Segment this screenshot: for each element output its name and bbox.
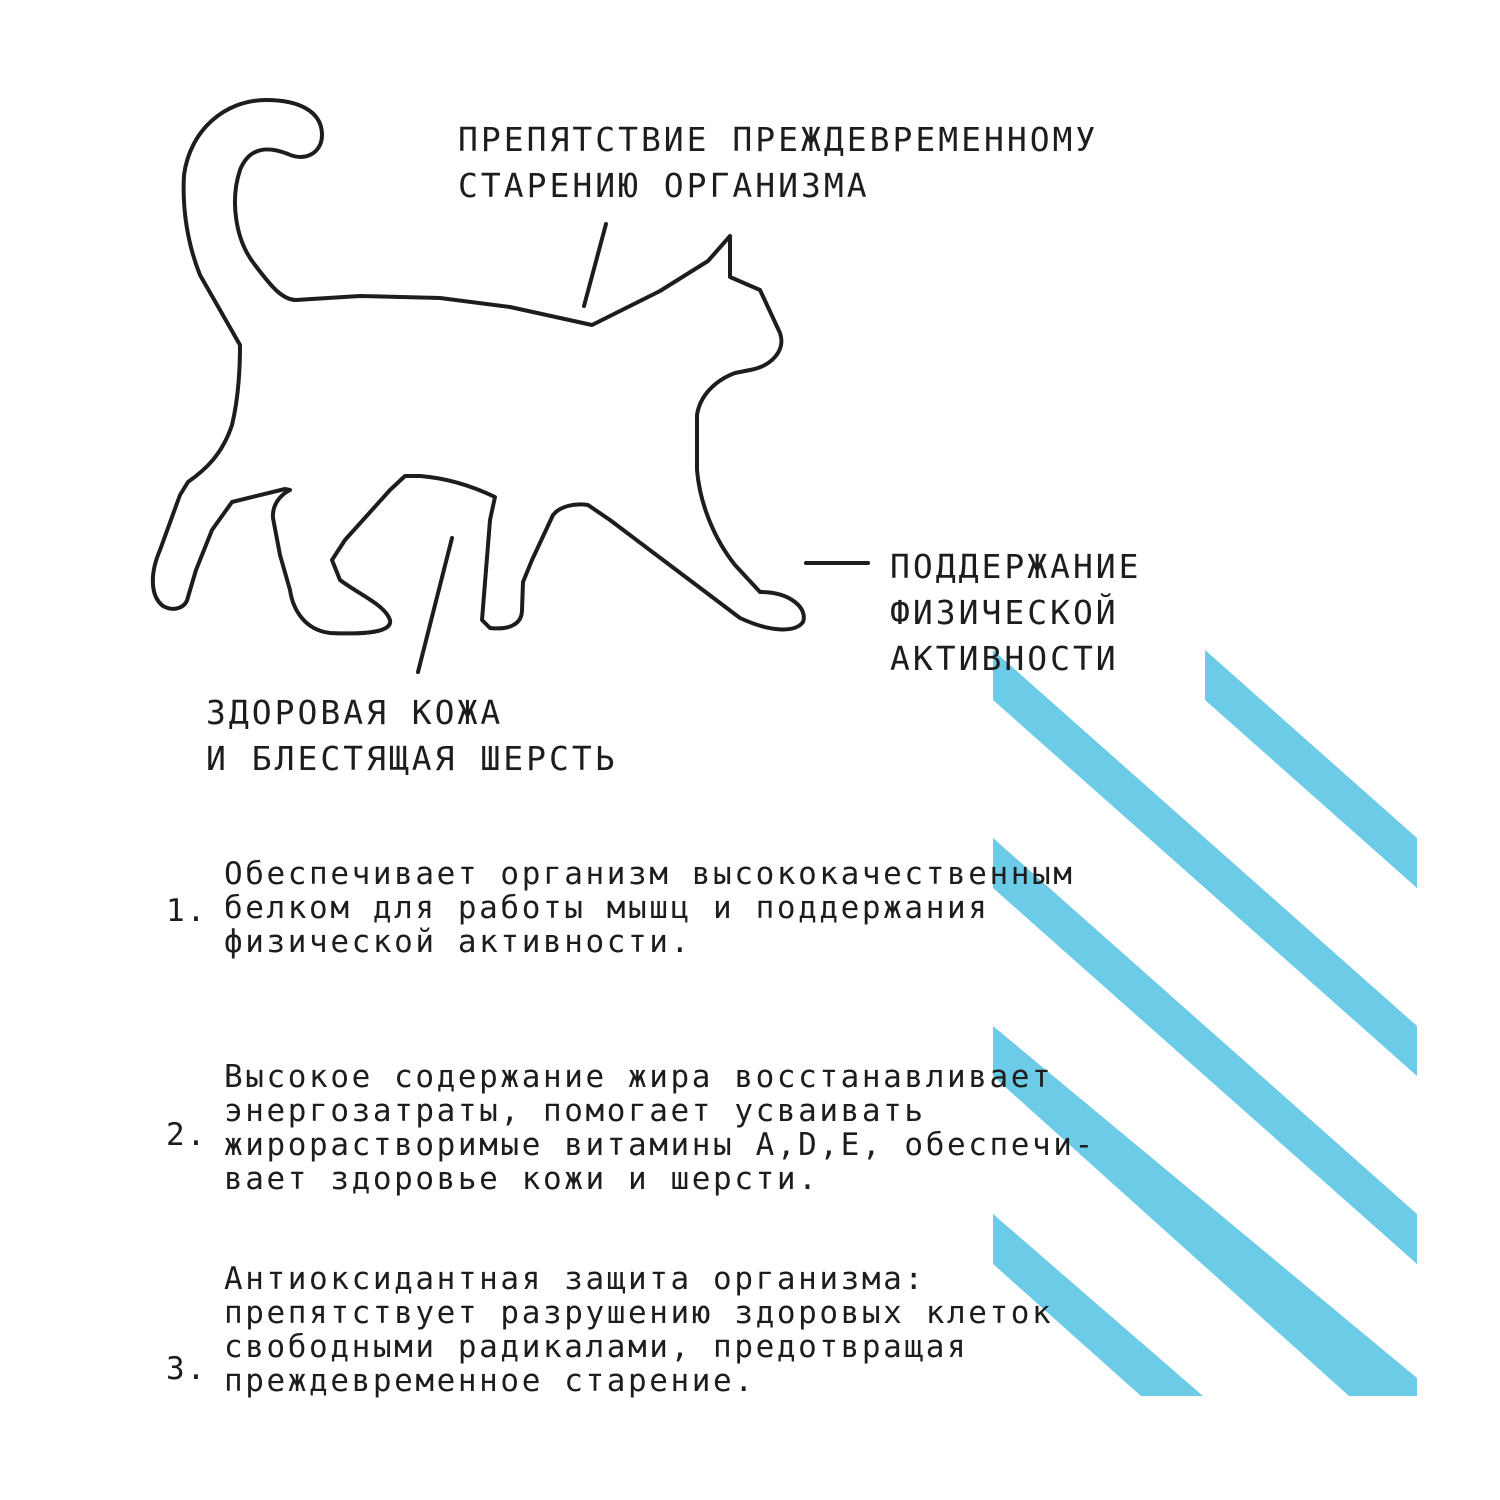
callout-activity-line: АКТИВНОСТИ bbox=[890, 639, 1119, 678]
callout-activity-line: ПОДДЕРЖАНИЕ bbox=[890, 547, 1142, 586]
callout-skin bbox=[206, 690, 618, 782]
benefit-text bbox=[224, 1060, 1096, 1196]
callout-aging-line: СТАРЕНИЮ ОРГАНИЗМА bbox=[458, 166, 870, 205]
benefit-text bbox=[224, 1262, 1053, 1398]
benefit-number: 1. bbox=[166, 893, 208, 929]
benefit-line: Обеспечивает организм высококачественным bbox=[224, 856, 1075, 892]
benefit-line: Антиоксидантная защита организма: bbox=[224, 1261, 926, 1297]
callout-aging bbox=[458, 117, 1098, 209]
callout-activity bbox=[890, 544, 1142, 682]
benefit-line: физической активности. bbox=[224, 924, 692, 960]
benefit-line: препятствует разрушению здоровых клеток bbox=[224, 1295, 1054, 1331]
callout-aging-line: ПРЕПЯТСТВИЕ ПРЕЖДЕВРЕМЕННОМУ bbox=[458, 120, 1099, 159]
callout-skin-line: ЗДОРОВАЯ КОЖА bbox=[206, 693, 504, 732]
benefit-line: жирорастворимые витамины A,D,E, обеспечи- bbox=[224, 1127, 1096, 1163]
benefit-line: Высокое содержание жира восстанавливает bbox=[224, 1059, 1054, 1095]
decorative-stripes bbox=[993, 650, 1417, 1396]
benefit-line: вает здоровье кожи и шерсти. bbox=[224, 1161, 820, 1197]
benefit-number: 3. bbox=[166, 1351, 208, 1387]
benefit-text bbox=[224, 857, 1075, 959]
benefit-line: энергозатраты, помогает усваивать bbox=[224, 1093, 926, 1129]
callout-skin-line: И БЛЕСТЯЩАЯ ШЕРСТЬ bbox=[206, 739, 618, 778]
leader-line-aging bbox=[584, 224, 606, 306]
benefit-line: белком для работы мышц и поддержания bbox=[224, 890, 990, 926]
leader-line-skin bbox=[418, 538, 452, 672]
stripe bbox=[1205, 650, 1417, 888]
benefit-number: 2. bbox=[166, 1117, 208, 1153]
benefit-line: свободными радикалами, предотвращая bbox=[224, 1329, 969, 1365]
callout-activity-line: ФИЗИЧЕСКОЙ bbox=[890, 593, 1119, 632]
benefit-line: преждевременное старение. bbox=[224, 1363, 756, 1399]
